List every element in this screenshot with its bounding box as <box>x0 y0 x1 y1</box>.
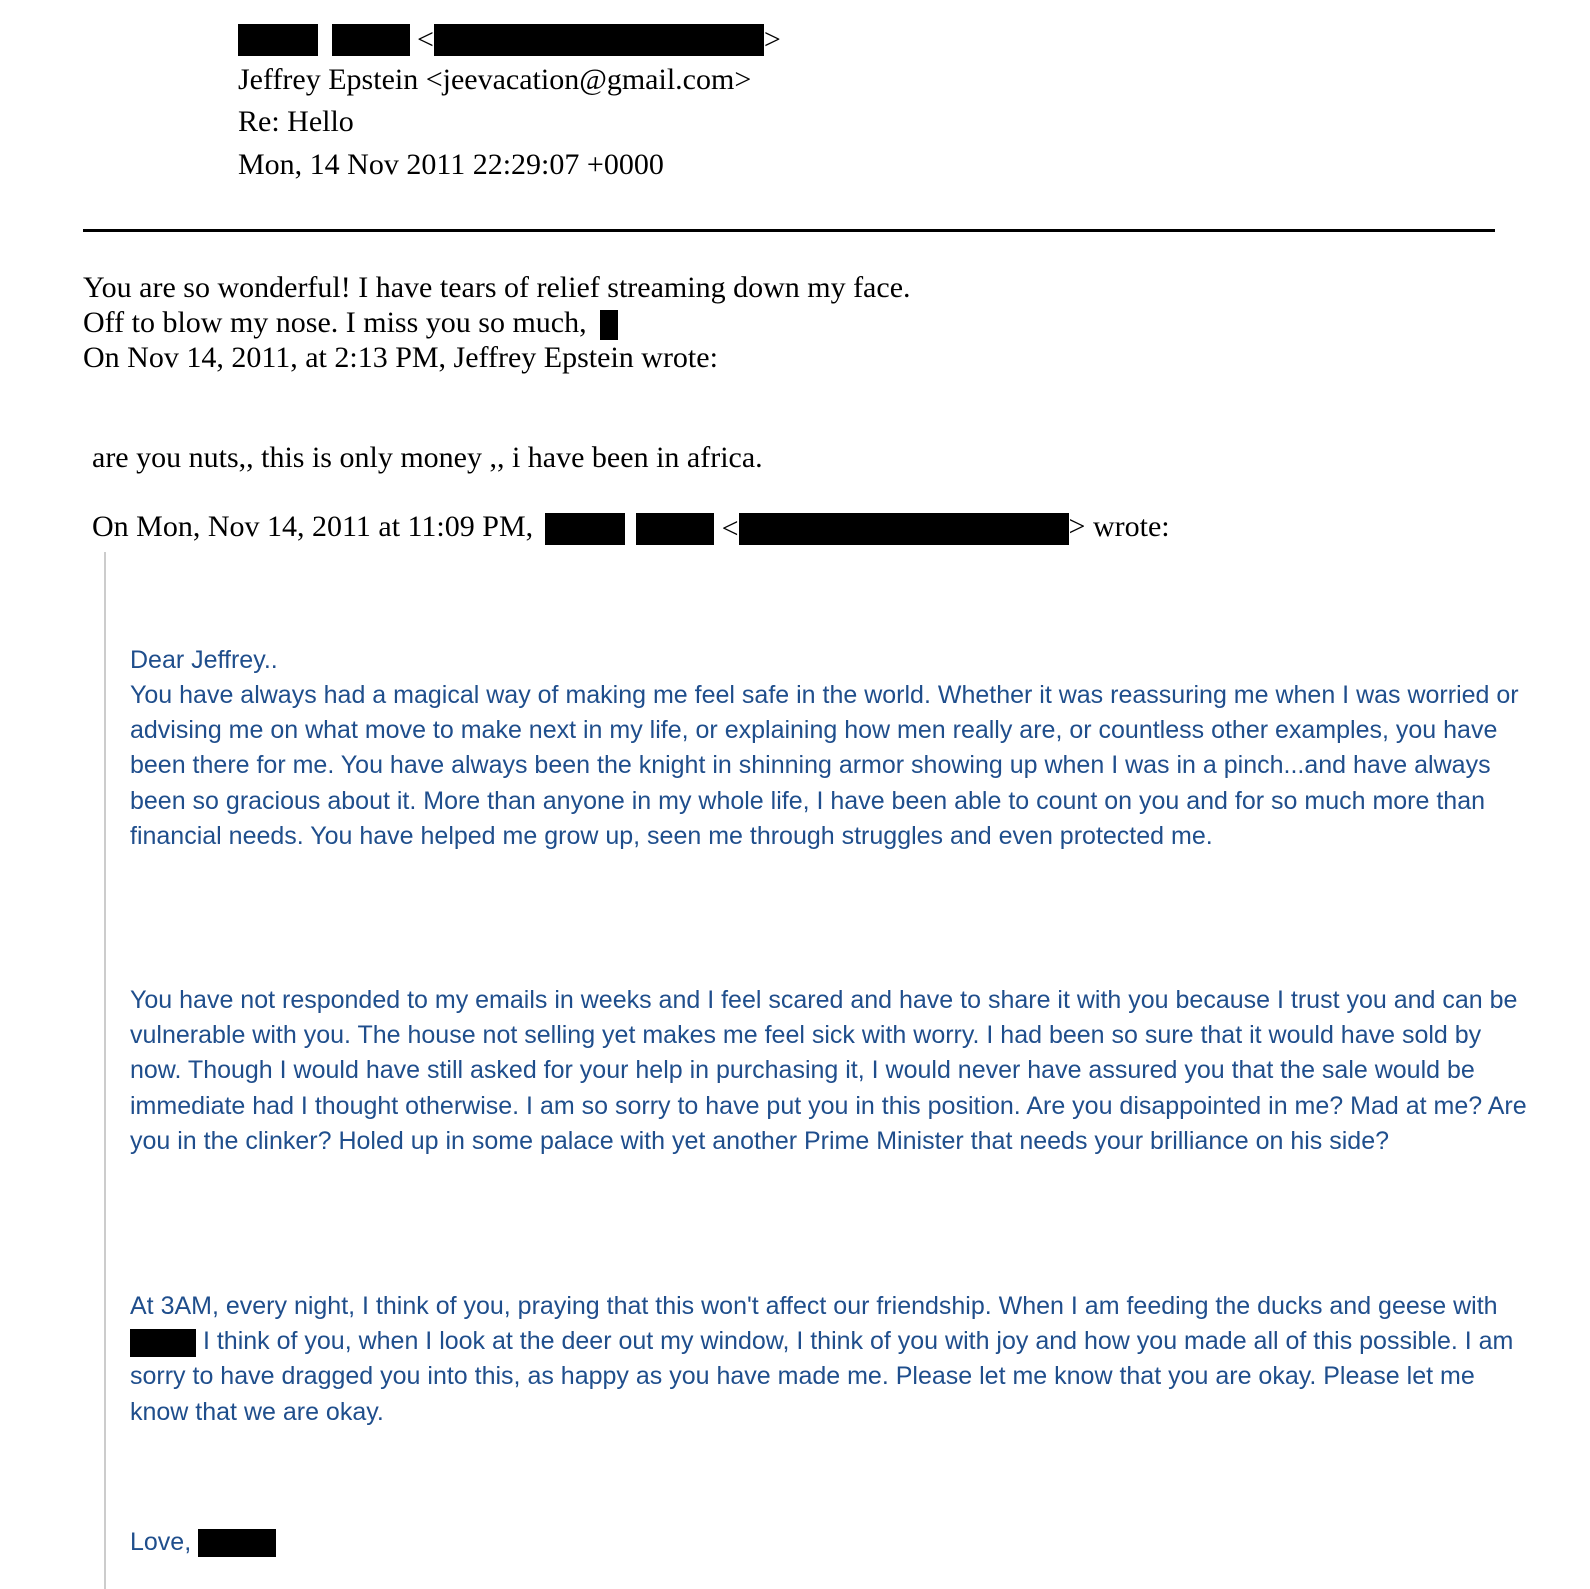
angle-open: < <box>417 23 434 57</box>
redaction-bar <box>130 1329 196 1357</box>
redaction-bar <box>739 513 1069 545</box>
reply-line-1: You are so wonderful! I have tears of relief streaming down my face. <box>83 271 911 304</box>
letter-greeting: Dear Jeffrey.. <box>130 646 278 674</box>
redaction-bar <box>636 513 714 545</box>
subject-value: Re: Hello <box>238 105 354 138</box>
letter-paragraph-3-start: At 3AM, every night, I think of you, praying that this won't affect our friendship. When I am feeding the ducks and geese with <box>130 1292 1498 1320</box>
redaction-bar <box>434 24 764 56</box>
redaction-bar <box>238 24 318 56</box>
letter-paragraph-2 <box>130 983 1530 1159</box>
redaction-bar <box>332 24 410 56</box>
letter-paragraph-3-end: I think of you, when I look at the deer out my window, I think of you with joy and how you made all of this possible. I am sorry to have dragged you into this, as happy as you have made me. Please let me know that you are okay. Please let me know that we are okay. <box>130 1327 1514 1426</box>
letter-signoff <box>130 1525 1530 1560</box>
signoff-text: Love, <box>130 1528 192 1556</box>
letter-paragraph-2-text: You have not responded to my emails in weeks and I feel scared and have to share it with you because I trust you and can be vulnerable with you. The house not selling yet makes me feel sick with worry. I had been so sure that it would have sold by now. Though I would have still asked for your help in purchasing it, I would never have assured you that the sale would be immediate had I thought otherwise. I am so sorry to have put you in this position. Are you disappointed in me? Mad at me? Are you in the clinker? Holed up in some palace with yet another Prime Minister that needs your brilliance on his side? <box>130 986 1527 1155</box>
reply-line-2 <box>83 305 618 340</box>
redaction-bar <box>545 513 625 545</box>
reply-line-3: On Nov 14, 2011, at 2:13 PM, Jeffrey Epstein wrote: <box>83 341 718 374</box>
to-value: Jeffrey Epstein <jeevacation@gmail.com> <box>238 63 752 96</box>
reply-line-2-text: Off to blow my nose. I miss you so much, <box>83 306 587 339</box>
attribution-prefix: On Mon, Nov 14, 2011 at 11:09 PM, <box>92 510 534 543</box>
date-value: Mon, 14 Nov 2011 22:29:07 +0000 <box>238 148 664 181</box>
epstein-attribution <box>92 507 1170 549</box>
letter-paragraph-1 <box>130 678 1530 854</box>
header-divider <box>83 229 1495 232</box>
letter-paragraph-3 <box>130 1289 1530 1430</box>
attribution-suffix: > wrote: <box>1068 510 1170 543</box>
quote-bar <box>104 552 106 1589</box>
redaction-bar <box>600 310 618 340</box>
letter-paragraph-1-text: You have always had a magical way of making me feel safe in the world. Whether it was reassuring me when I was worried or advising me on what move to make next in my life, or explaining how men really are, or countless other examples, you have been there for me. You have always been the knight in shinning armor showing up when I was in a pinch...and have always been so gracious about it. More than anyone in my whole life, I have been able to count on you and for so much more than financial needs. You have helped me grow up, seen me through struggles and even protected me. <box>130 681 1519 850</box>
from-value <box>238 18 781 60</box>
angle-open: < <box>721 512 739 546</box>
redaction-bar <box>198 1529 276 1557</box>
angle-close: > <box>763 23 781 57</box>
epstein-message: are you nuts,, this is only money ,, i have been in africa. <box>92 441 763 474</box>
